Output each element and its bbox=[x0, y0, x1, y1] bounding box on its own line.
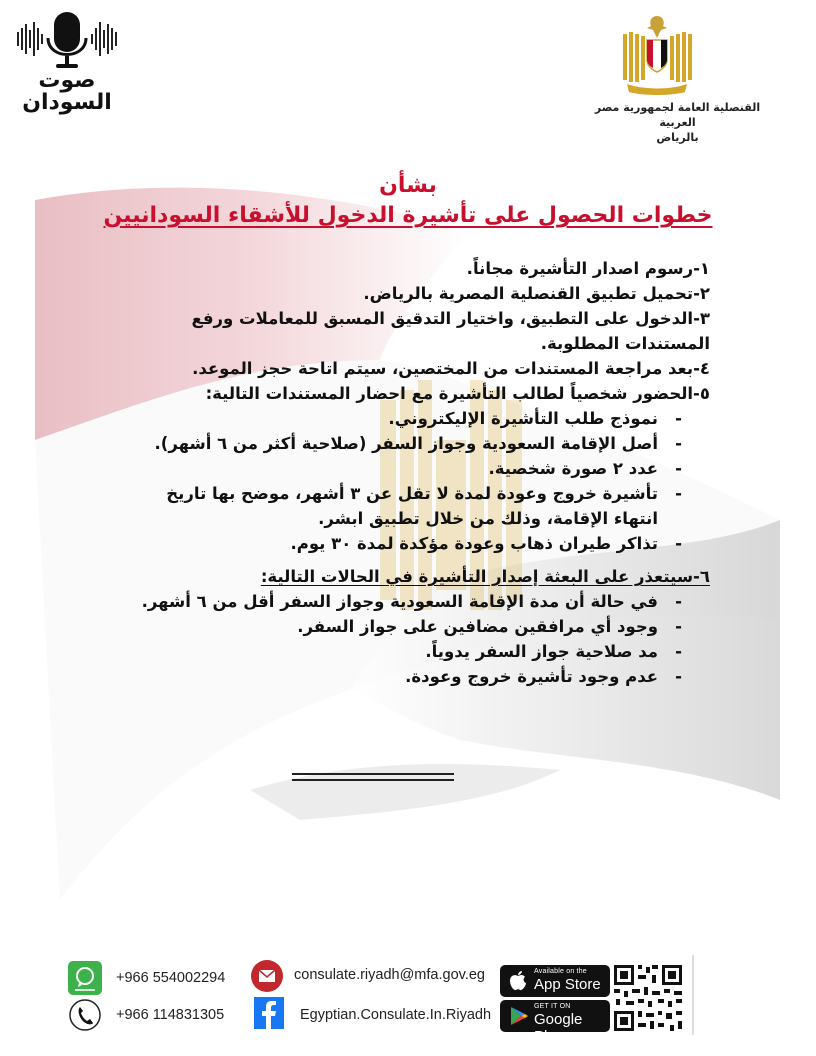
google-play-badge[interactable] bbox=[500, 1000, 610, 1045]
whatsapp-number[interactable]: +966 554002294 bbox=[116, 970, 226, 986]
document-item: - تذاكر طيران ذهاب وعودة مؤكدة لمدة ٣٠ يوم. bbox=[125, 531, 710, 556]
footer-divider bbox=[692, 955, 694, 1035]
google-play-small-label: GET IT ON bbox=[534, 1003, 571, 1010]
phone-number[interactable]: +966 114831305 bbox=[116, 1007, 225, 1023]
email-address[interactable]: consulate.riyadh@mfa.gov.eg bbox=[294, 967, 485, 983]
google-play-icon bbox=[509, 1006, 529, 1026]
headline: خطوات الحصول على تأشيرة الدخول للأشقاء السودانيين bbox=[103, 203, 713, 228]
refusal-case: - وجود أي مرافقين مضافين على جواز السفر. bbox=[125, 614, 710, 639]
document-item: - نموذج طلب التأشيرة الإليكتروني. bbox=[125, 406, 710, 431]
step-item: ٢-تحميل تطبيق القنصلية المصرية بالرياض. bbox=[363, 284, 710, 303]
whatsapp-icon[interactable] bbox=[68, 961, 102, 995]
google-play-label: Google Play bbox=[534, 1011, 583, 1045]
app-store-badge[interactable] bbox=[500, 965, 610, 997]
contact-footer bbox=[60, 955, 700, 1045]
facebook-page[interactable]: Egyptian.Consulate.In.Riyadh bbox=[300, 1007, 492, 1023]
refusal-heading: ٦-سيتعذر على البعثة إصدار التأشيرة في الحالات التالية: bbox=[260, 567, 710, 586]
app-store-small-label: Available on the bbox=[534, 968, 587, 975]
phone-icon[interactable] bbox=[68, 998, 102, 1032]
consulate-name bbox=[590, 100, 765, 145]
facebook-icon[interactable] bbox=[254, 997, 284, 1029]
subject-label: بشأن bbox=[379, 173, 437, 198]
document-item: - تأشيرة خروج وعودة لمدة لا تقل عن ٣ أشهر، موضح بها تاريخ انتهاء الإقامة، وذلك من خلال تطبيق ابشر. bbox=[125, 481, 710, 531]
steps-list bbox=[125, 256, 710, 689]
email-icon[interactable] bbox=[250, 959, 284, 993]
consulate-line-2: بالرياض bbox=[656, 131, 699, 144]
step-item: ٣-الدخول على التطبيق، واختيار التدقيق المسبق للمعاملات ورفع المستندات المطلوبة. bbox=[191, 309, 710, 353]
brand-logo-text: صوت السودان bbox=[22, 68, 112, 115]
refusal-case: - مد صلاحية جواز السفر يدوياً. bbox=[125, 639, 710, 664]
refusal-case: - عدم وجود تأشيرة خروج وعودة. bbox=[125, 664, 710, 689]
egypt-eagle-crest bbox=[615, 12, 700, 97]
apple-icon bbox=[509, 971, 527, 991]
step-item: ١-رسوم اصدار التأشيرة مجاناً. bbox=[466, 259, 710, 278]
document-title bbox=[100, 172, 716, 232]
step-item: ٥-الحضور شخصياً لطالب التأشيرة مع احضار المستندات التالية: bbox=[205, 384, 710, 403]
step-item: ٤-بعد مراجعة المستندات من المختصين، سيتم اتاحة حجز الموعد. bbox=[192, 359, 710, 378]
app-store-label: App Store bbox=[534, 976, 601, 993]
document-item: - عدد ٢ صورة شخصية. bbox=[125, 456, 710, 481]
microphone-icon bbox=[12, 10, 122, 72]
consulate-line-1: القنصلية العامة لجمهورية مصر العربية bbox=[594, 101, 761, 129]
divider-line bbox=[292, 773, 454, 781]
refusal-case: - في حالة أن مدة الإقامة السعودية وجواز السفر أقل من ٦ أشهر. bbox=[125, 589, 710, 614]
sudan-voice-logo bbox=[12, 10, 122, 120]
document-item: - أصل الإقامة السعودية وجواز السفر (صلاحية أكثر من ٦ أشهر). bbox=[125, 431, 710, 456]
qr-code[interactable] bbox=[612, 963, 684, 1033]
